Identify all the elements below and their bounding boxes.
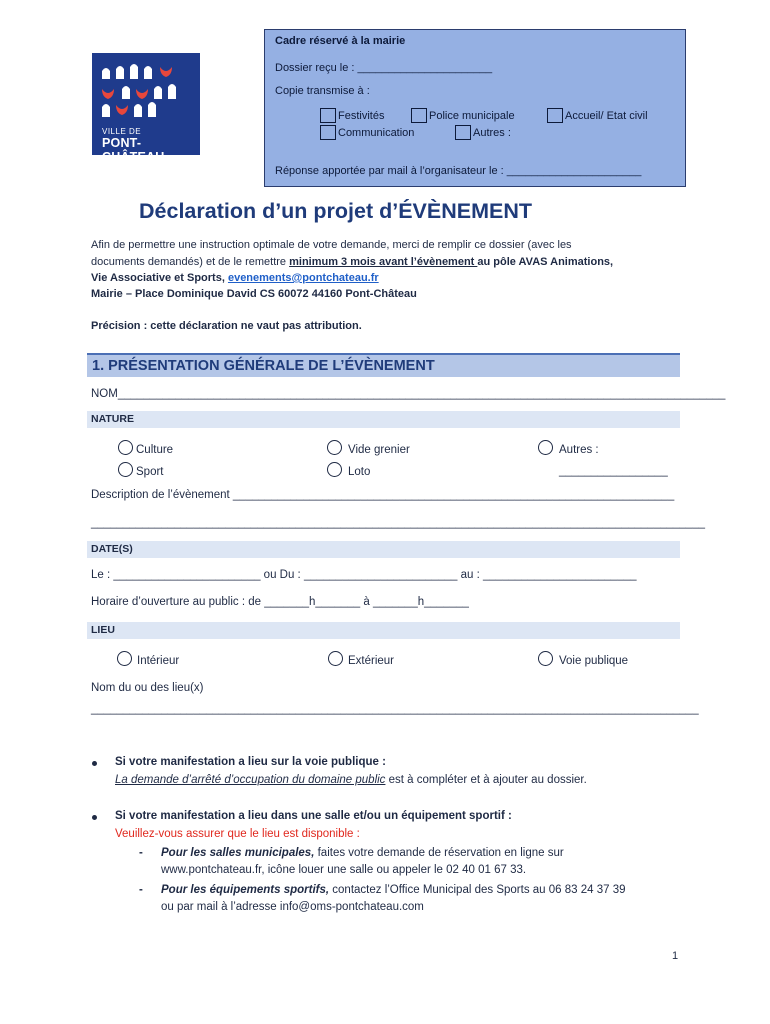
- bullet-voie-publique-text: [115, 774, 587, 786]
- horaire-field[interactable]: Horaire d’ouverture au public : de _______h_______ à _______h_______: [91, 596, 469, 608]
- arrete-rest: est à compléter et à ajouter au dossier.: [385, 774, 587, 786]
- sub-sports-line-2: ou par mail à l’adresse info@oms-pontchateau.com: [161, 901, 424, 913]
- radio-interieur[interactable]: [117, 651, 132, 666]
- radio-voie-publique[interactable]: [538, 651, 553, 666]
- radio-autres-label: Autres :: [559, 444, 599, 456]
- sub-dash: -: [139, 884, 143, 896]
- radio-culture[interactable]: [118, 440, 133, 455]
- checkbox-festivites-label: Festivités: [338, 110, 385, 122]
- sub-salles-line-1: [161, 847, 564, 859]
- logo-text-name: PONT-CHÂTEAU: [102, 136, 165, 164]
- lieu-nom-label: Nom du ou des lieu(x): [91, 682, 204, 694]
- intro-line-3: [91, 272, 379, 284]
- radio-autres[interactable]: [538, 440, 553, 455]
- checkbox-accueil-label: Accueil/ Etat civil: [565, 110, 648, 122]
- sub-sports-bold: Pour les équipements sportifs,: [161, 884, 330, 896]
- description-continuation-field[interactable]: ________________________________________________________________________________________________: [91, 517, 705, 529]
- section-header: [87, 353, 680, 377]
- logo-emblem-icon: [92, 53, 200, 125]
- city-logo: [92, 53, 200, 164]
- email-link[interactable]: evenements@pontchateau.fr: [227, 272, 379, 284]
- dates-field[interactable]: Le : _______________________ ou Du : ________________________ au : ________________________: [91, 569, 637, 581]
- copie-transmise-label: Copie transmise à :: [275, 85, 370, 97]
- autres-text-field[interactable]: _________________: [559, 465, 668, 477]
- sub-salles-rest: faites votre demande de réservation en ligne sur: [314, 847, 564, 859]
- sub-sports-rest: contactez l’Office Municipal des Sports au 06 83 24 37 39: [329, 884, 626, 896]
- intro-line-2: [91, 256, 613, 268]
- radio-loto[interactable]: [327, 462, 342, 477]
- checkbox-communication-label: Communication: [338, 127, 415, 139]
- radio-loto-label: Loto: [348, 466, 371, 478]
- bullet-salle-title: Si votre manifestation a lieu dans une salle et/ou un équipement sportif :: [115, 810, 512, 822]
- lieu-band: [87, 622, 680, 639]
- checkbox-festivites[interactable]: [320, 108, 336, 123]
- dossier-recu-field[interactable]: Dossier reçu le : ______________________: [275, 62, 493, 74]
- radio-vide-grenier-label: Vide grenier: [348, 444, 410, 456]
- bullet-dot: [92, 815, 97, 820]
- page-title: Déclaration d’un projet d’ÉVÈNEMENT: [139, 199, 533, 223]
- dates-label: DATE(S): [91, 543, 133, 555]
- checkbox-autres[interactable]: [455, 125, 471, 140]
- intro-line-2a: documents demandés) et de le remettre: [91, 256, 290, 268]
- section-title: 1. PRÉSENTATION GÉNÉRALE DE L’ÉVÈNEMENT: [92, 358, 435, 374]
- radio-vide-grenier[interactable]: [327, 440, 342, 455]
- dates-band: [87, 541, 680, 558]
- intro-pole: au pôle AVAS Animations,: [477, 256, 614, 268]
- description-field[interactable]: Description de l’évènement _____________________________________________________________________: [91, 489, 675, 501]
- lieu-nom-field[interactable]: _______________________________________________________________________________________________: [91, 703, 699, 715]
- mairie-reserved-box: [264, 29, 686, 187]
- nature-band: [87, 411, 680, 428]
- intro-address: Mairie – Place Dominique David CS 60072 44160 Pont-Château: [91, 288, 417, 300]
- intro-vie-associative: Vie Associative et Sports,: [91, 272, 228, 284]
- mairie-box-title: Cadre réservé à la mairie: [275, 35, 406, 47]
- checkbox-communication[interactable]: [320, 125, 336, 140]
- radio-sport-label: Sport: [136, 466, 164, 478]
- sub-salles-line-2: www.pontchateau.fr, icône louer une salle ou appeler le 02 40 01 67 33.: [161, 864, 527, 876]
- radio-exterieur[interactable]: [328, 651, 343, 666]
- logo-text-ville: VILLE DE: [102, 127, 142, 136]
- lieu-label: LIEU: [91, 624, 115, 636]
- bullet-salle-warning: Veuillez-vous assurer que le lieu est disponible :: [115, 828, 360, 840]
- page-number: 1: [672, 950, 679, 962]
- sub-salles-bold: Pour les salles municipales,: [161, 847, 315, 859]
- radio-voie-publique-label: Voie publique: [559, 655, 629, 667]
- intro-deadline: minimum 3 mois avant l’évènement: [289, 256, 478, 268]
- radio-culture-label: Culture: [136, 444, 174, 456]
- precision-note: Précision : cette déclaration ne vaut pas attribution.: [91, 320, 362, 332]
- reponse-field[interactable]: Réponse apportée par mail à l’organisateur le : ______________________: [275, 165, 642, 177]
- checkbox-police[interactable]: [411, 108, 427, 123]
- radio-sport[interactable]: [118, 462, 133, 477]
- radio-exterieur-label: Extérieur: [348, 655, 395, 667]
- sub-sports-line-1: [161, 884, 626, 896]
- sub-dash: -: [139, 847, 143, 859]
- nature-label: NATURE: [91, 413, 134, 425]
- radio-interieur-label: Intérieur: [137, 655, 180, 667]
- bullet-dot: [92, 761, 97, 766]
- checkbox-police-label: Police municipale: [429, 110, 515, 122]
- arrete-link[interactable]: La demande d’arrêté d’occupation du domaine public: [115, 774, 386, 786]
- checkbox-autres-label: Autres :: [473, 127, 511, 139]
- checkbox-accueil[interactable]: [547, 108, 563, 123]
- bullet-voie-publique-title: Si votre manifestation a lieu sur la voie publique :: [115, 756, 386, 768]
- intro-line-1: Afin de permettre une instruction optimale de votre demande, merci de remplir ce dossier (avec les: [91, 239, 572, 251]
- nom-field[interactable]: NOM_______________________________________________________________________________________________: [91, 388, 726, 400]
